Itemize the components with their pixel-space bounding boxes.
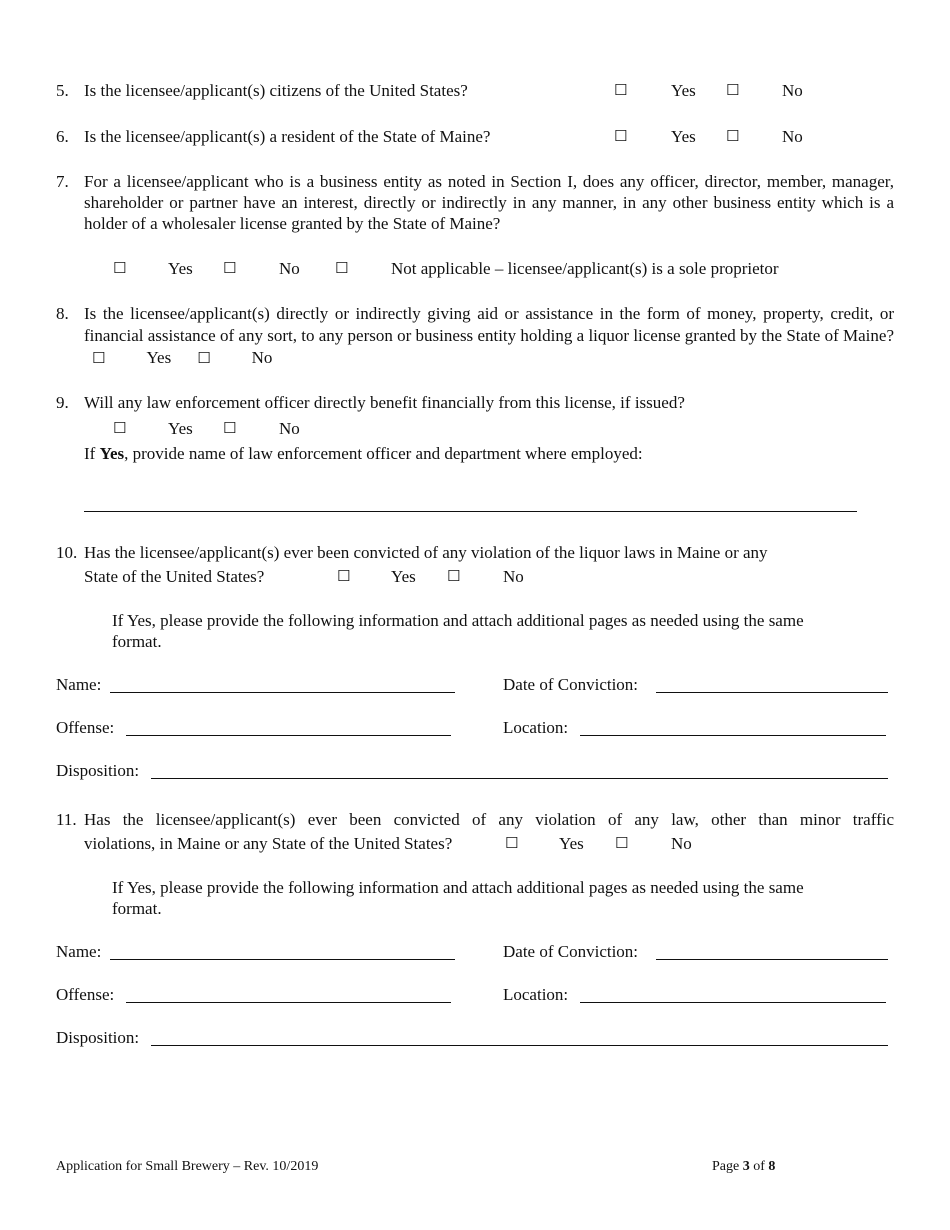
q9-yes-label: Yes bbox=[168, 419, 193, 438]
footer-form-title: Application for Small Brewery – Rev. 10/2019 bbox=[56, 1159, 319, 1174]
q5-number: 5. bbox=[56, 81, 69, 100]
q10-text-line2: State of the United States? bbox=[84, 567, 265, 586]
q6-yes-label: Yes bbox=[671, 127, 696, 146]
q11-number: 11. bbox=[56, 810, 77, 829]
q9-if-bold: Yes bbox=[99, 444, 125, 463]
q6-no-checkbox[interactable]: ☐ bbox=[726, 127, 740, 145]
q5-text: Is the licensee/applicant(s) citizens of the United States? bbox=[84, 81, 468, 100]
q7-na-checkbox[interactable]: ☐ bbox=[335, 259, 349, 277]
q8-number: 8. bbox=[56, 304, 69, 323]
q6-yes-checkbox[interactable]: ☐ bbox=[614, 127, 628, 145]
q7-text: For a licensee/applicant who is a business entity as noted in Section I, does any officer, director, member, manager, shareholder or partner have an interest, directly or indirectly in any manner, in any other business entity which is a holder of a wholesaler license granted by the State of Maine? bbox=[84, 172, 894, 233]
q11-instructions: If Yes, please provide the following information and attach additional pages as needed using the same format. bbox=[112, 878, 804, 918]
q9-no-checkbox[interactable]: ☐ bbox=[223, 419, 237, 437]
footer-page-number bbox=[712, 1156, 775, 1177]
q11-no-checkbox[interactable]: ☐ bbox=[615, 834, 629, 852]
q10-no-label: No bbox=[503, 567, 524, 586]
q8-text bbox=[84, 303, 894, 369]
q10-yes-checkbox[interactable]: ☐ bbox=[337, 567, 351, 585]
q10-text-line1: Has the licensee/applicant(s) ever been convicted of any violation of the liquor laws in Maine or any bbox=[84, 543, 768, 562]
q5-yes-label: Yes bbox=[671, 81, 696, 100]
q8-no-checkbox[interactable]: ☐ bbox=[197, 349, 211, 367]
q10-number: 10. bbox=[56, 543, 78, 562]
q10-date-label: Date of Conviction: bbox=[503, 675, 639, 694]
q9-officer-input-line[interactable] bbox=[84, 511, 857, 512]
q7-number: 7. bbox=[56, 172, 69, 191]
q11-date-label: Date of Conviction: bbox=[503, 942, 639, 961]
q10-instructions: If Yes, please provide the following information and attach additional pages as needed using the same format. bbox=[112, 611, 804, 651]
q10-yes-label: Yes bbox=[391, 567, 416, 586]
q10-no-checkbox[interactable]: ☐ bbox=[447, 567, 461, 585]
q11-name-label: Name: bbox=[56, 942, 102, 961]
q7-no-checkbox[interactable]: ☐ bbox=[223, 259, 237, 277]
q10-offense-label: Offense: bbox=[56, 718, 115, 737]
q11-yes-label: Yes bbox=[559, 834, 584, 853]
q11-date-input[interactable] bbox=[656, 959, 888, 960]
q6-text: Is the licensee/applicant(s) a resident of the State of Maine? bbox=[84, 127, 491, 146]
q11-name-input[interactable] bbox=[110, 959, 455, 960]
q7-yes-checkbox[interactable]: ☐ bbox=[113, 259, 127, 277]
q10-location-label: Location: bbox=[503, 718, 569, 737]
footer-page-prefix: Page bbox=[712, 1159, 743, 1174]
q11-disposition-input[interactable] bbox=[151, 1045, 888, 1046]
footer-page-of: of bbox=[749, 1159, 769, 1174]
footer-page-total: 8 bbox=[768, 1159, 776, 1174]
q8-yes-label: Yes bbox=[146, 348, 172, 367]
q6-no-label: No bbox=[782, 127, 803, 146]
q10-date-input[interactable] bbox=[656, 692, 888, 693]
q6-number: 6. bbox=[56, 127, 69, 146]
q10-disposition-label: Disposition: bbox=[56, 761, 140, 780]
q10-name-label: Name: bbox=[56, 675, 102, 694]
q10-offense-input[interactable] bbox=[126, 735, 451, 736]
q7-na-label: Not applicable – licensee/applicant(s) is a sole proprietor bbox=[391, 259, 779, 278]
q11-no-label: No bbox=[671, 834, 692, 853]
q8-no-label: No bbox=[251, 348, 273, 367]
q11-text-line2: violations, in Maine or any State of the United States? bbox=[84, 834, 453, 853]
q11-text-line1: Has the licensee/applicant(s) ever been convicted of any violation of any law, other than minor traffic bbox=[84, 810, 894, 829]
q10-location-input[interactable] bbox=[580, 735, 886, 736]
q9-yes-checkbox[interactable]: ☐ bbox=[113, 419, 127, 437]
q7-yes-label: Yes bbox=[168, 259, 193, 278]
q8-yes-checkbox[interactable]: ☐ bbox=[92, 349, 106, 367]
q10-disposition-input[interactable] bbox=[151, 778, 888, 779]
q7-no-label: No bbox=[279, 259, 300, 278]
q9-if-prefix: If bbox=[84, 444, 100, 463]
q8-text-body: Is the licensee/applicant(s) directly or indirectly giving aid or assistance in the form of money, property, credit, or financial assistance of any sort, to any person or business entity holding a liquor license granted by the State of Maine? bbox=[84, 304, 894, 345]
q11-location-label: Location: bbox=[503, 985, 569, 1004]
q9-no-label: No bbox=[279, 419, 300, 438]
q10-name-input[interactable] bbox=[110, 692, 455, 693]
q9-text: Will any law enforcement officer directly benefit financially from this license, if issued? bbox=[84, 393, 685, 412]
q5-no-checkbox[interactable]: ☐ bbox=[726, 81, 740, 99]
q11-location-input[interactable] bbox=[580, 1002, 886, 1003]
q9-if-yes-instruction bbox=[84, 443, 643, 464]
q9-if-rest: , provide name of law enforcement officer and department where employed: bbox=[124, 444, 643, 463]
q5-no-label: No bbox=[782, 81, 803, 100]
q5-yes-checkbox[interactable]: ☐ bbox=[614, 81, 628, 99]
q11-yes-checkbox[interactable]: ☐ bbox=[505, 834, 519, 852]
q11-disposition-label: Disposition: bbox=[56, 1028, 140, 1047]
q9-number: 9. bbox=[56, 393, 69, 412]
footer-page-current: 3 bbox=[742, 1159, 750, 1174]
q11-offense-label: Offense: bbox=[56, 985, 115, 1004]
q11-offense-input[interactable] bbox=[126, 1002, 451, 1003]
